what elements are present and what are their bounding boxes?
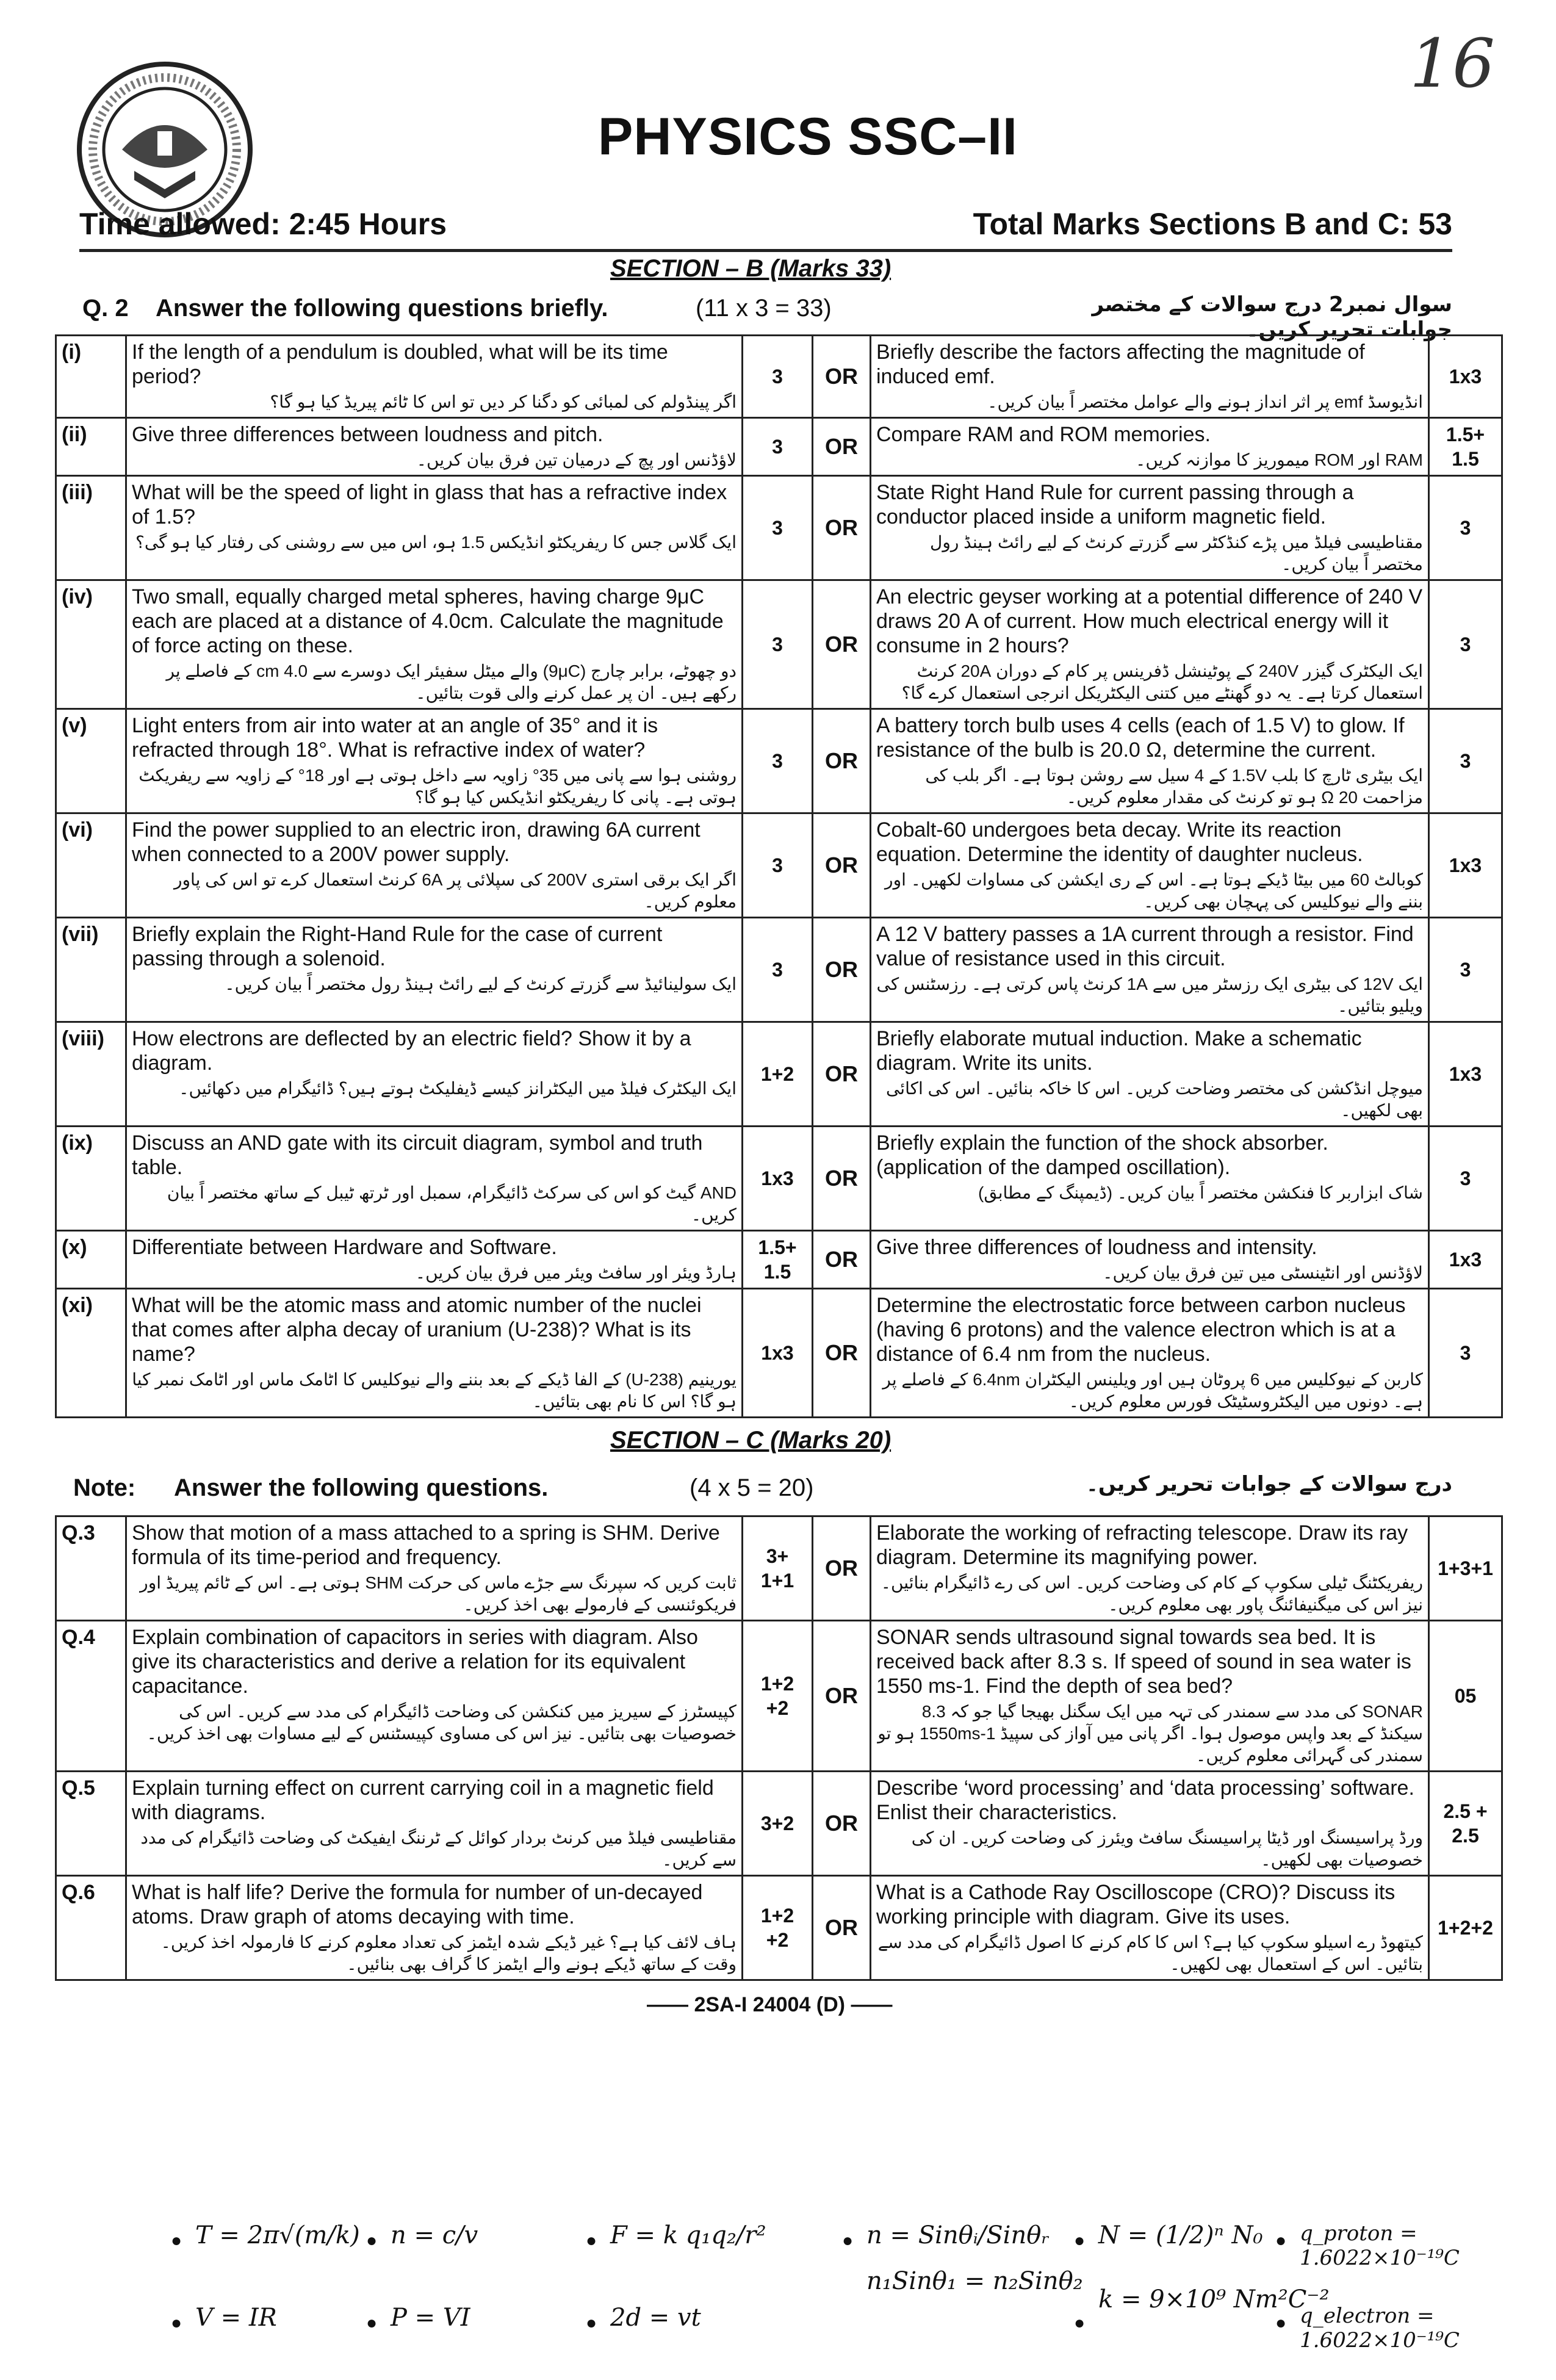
question-marks bbox=[743, 1876, 813, 1980]
alt-question-marks bbox=[1429, 709, 1502, 813]
section-b-table bbox=[55, 334, 1503, 1418]
marks-text: 1+2 +2 bbox=[760, 1673, 794, 1719]
alt-question-marks bbox=[1429, 1022, 1502, 1127]
question-number-text: Q.6 bbox=[62, 1881, 95, 1904]
alt-marks-text: 3 bbox=[1460, 1167, 1471, 1189]
question-text: Light enters from air into water at an angle of 35° and it is refracted through 18°. What is refractive index of water? bbox=[132, 714, 658, 762]
question-marks bbox=[743, 1289, 813, 1418]
question-text: What will be the speed of light in glass that has a refractive index of 1.5? bbox=[132, 481, 727, 528]
marks-text: 1+2 +2 bbox=[760, 1905, 794, 1951]
alt-marks-text: 3 bbox=[1460, 959, 1471, 981]
header-info-line bbox=[79, 206, 1452, 252]
section-c-instruction: Answer the following questions. bbox=[174, 1474, 549, 1501]
q2-urdu-instruction: سوال نمبر2 درج سوالات کے مختصر جوابات تحریر کریں۔ bbox=[1092, 292, 1452, 342]
question-number-text: (v) bbox=[62, 714, 87, 737]
formula: n = Sinθᵢ/Sinθᵣ bbox=[866, 2221, 1050, 2249]
question-urdu-text: کپیسٹرز کے سیریز میں کنکشن کی وضاحت ڈائیگرام کی مدد سے کریں۔ اس کی خصوصیات بھی بتائیں۔ نیز اس کی مساوی کپیسٹنس کے لیے مساوات بھی اخذ کریں۔ bbox=[146, 1702, 737, 1743]
question-text: What is half life? Derive the formula for number of un-decayed atoms. Draw graph of atoms decaying with time. bbox=[132, 1881, 703, 1928]
alt-question-text: Cobalt-60 undergoes beta decay. Write its reaction equation. Determine the identity of daughter nucleus. bbox=[876, 818, 1363, 866]
alt-question-urdu-text: شاک ابزاربر کا فنکشن مختصر اً بیان کریں۔ (ڈیمپنگ کے مطابق) bbox=[978, 1183, 1423, 1202]
marks-text: 3 bbox=[772, 436, 783, 458]
question-number-text: (vii) bbox=[62, 923, 99, 946]
question-right bbox=[871, 418, 1429, 476]
formula: k = 9×10⁹ Nm²C⁻² bbox=[1098, 2285, 1330, 2313]
question-left bbox=[126, 1289, 743, 1418]
marks-text: 1+2 bbox=[760, 1063, 794, 1085]
question-right bbox=[871, 1289, 1429, 1418]
alt-question-text: What is a Cathode Ray Oscilloscope (CRO)? Discuss its working principle with diagram. Give its uses. bbox=[876, 1881, 1396, 1928]
section-c-row bbox=[56, 1772, 1502, 1876]
alt-question-urdu-text: ورڈ پراسیسنگ اور ڈیٹا پراسیسنگ سافٹ ویئرز کی وضاحت کریں۔ ان کی خصوصیات بھی لکھیں۔ bbox=[911, 1828, 1423, 1869]
marks-text: 3 bbox=[772, 959, 783, 981]
bullet-icon: ● bbox=[842, 2230, 854, 2251]
question-left bbox=[126, 709, 743, 813]
question-urdu-text: لاؤڈنس اور پچ کے درمیان تین فرق بیان کریں۔ bbox=[416, 450, 737, 469]
question-right bbox=[871, 1022, 1429, 1127]
q2-label: Q. 2 bbox=[82, 295, 129, 322]
alt-marks-text: 1x3 bbox=[1449, 366, 1482, 388]
question-marks bbox=[743, 476, 813, 580]
question-text: Discuss an AND gate with its circuit diagram, symbol and truth table. bbox=[132, 1131, 703, 1179]
question-marks bbox=[743, 918, 813, 1022]
question-right bbox=[871, 1876, 1429, 1980]
alt-question-urdu-text: ریفریکٹنگ ٹیلی سکوپ کے کام کی وضاحت کریں۔ اس کی رے ڈائیگرام بنائیں۔ نیز اس کی میگنیفائنگ پاور بھی معلوم کریں۔ bbox=[881, 1573, 1423, 1614]
alt-marks-text: 3 bbox=[1460, 633, 1471, 655]
question-urdu-text: ہارڈ ویئر اور سافٹ ویئر میں فرق بیان کریں۔ bbox=[415, 1263, 737, 1282]
question-left bbox=[126, 1621, 743, 1772]
alt-marks-text: 1+3+1 bbox=[1438, 1557, 1493, 1579]
section-b-row bbox=[56, 418, 1502, 476]
alt-question-text: State Right Hand Rule for current passing through a conductor placed inside a uniform magnetic field. bbox=[876, 481, 1354, 528]
formula: q_proton = 1.6022×10⁻¹⁹C bbox=[1300, 2221, 1460, 2270]
section-b-row bbox=[56, 1289, 1502, 1418]
alt-question-text: A battery torch bulb uses 4 cells (each of 1.5 V) to glow. If resistance of the bulb is 20.0 Ω, determine the current. bbox=[876, 714, 1405, 762]
question-text: What will be the atomic mass and atomic number of the nuclei that comes after alpha decay of uranium (U-238)? What is its name? bbox=[132, 1294, 702, 1366]
question-right bbox=[871, 1231, 1429, 1289]
question-marks bbox=[743, 709, 813, 813]
question-marks bbox=[743, 1127, 813, 1231]
question-number bbox=[56, 336, 126, 418]
or-text: OR bbox=[825, 1556, 858, 1581]
or-text: OR bbox=[825, 364, 858, 389]
question-urdu-text: ثابت کریں کہ سپرنگ سے جڑے ماس کی حرکت SHM ہوتی ہے۔ اس کے ٹائم پیریڈ اور فریکوئنسی کے فارمولے بھی اخذ کریں۔ bbox=[140, 1573, 737, 1614]
question-number-text: (xi) bbox=[62, 1294, 93, 1317]
alt-question-text: Determine the electrostatic force between carbon nucleus (having 6 protons) and the valence electron which is at a distance of 6.4 nm from the nucleus. bbox=[876, 1294, 1406, 1366]
bullet-icon: ● bbox=[366, 2230, 378, 2251]
page-number-mark: 16 bbox=[1410, 24, 1495, 103]
section-c-row bbox=[56, 1621, 1502, 1772]
question-urdu-text: مقناطیسی فیلڈ میں کرنٹ بردار کوائل کے ٹرننگ ایفیکٹ کی وضاحت ڈائیگرام کی مدد سے کریں۔ bbox=[140, 1828, 737, 1869]
alt-question-urdu-text: میوچل انڈکشن کی مختصر وضاحت کریں۔ اس کا خاکہ بنائیں۔ اس کی اکائی بھی لکھیں۔ bbox=[885, 1079, 1423, 1120]
marks-text: 3+2 bbox=[760, 1812, 794, 1834]
question-left bbox=[126, 1772, 743, 1876]
section-b-row bbox=[56, 1127, 1502, 1231]
question-number-text: Q.4 bbox=[62, 1626, 95, 1649]
question-urdu-text: روشنی ہوا سے پانی میں 35° زاویہ سے داخل ہوتی ہے اور 18° کے زاویہ سے ریفریکٹ ہوتی ہے۔ پانی کا ریفریکٹو انڈیکس کیا ہو گا؟ bbox=[139, 766, 737, 807]
alt-question-urdu-text: ایک الیکٹرک گیزر 240V کے پوٹینشل ڈفرینس پر کام کے دوران 20A کرنٹ استعمال کرتا ہے۔ یہ دو گھنٹے میں کتنی الیکٹریکل انرجی استعمال کرے گا؟ bbox=[901, 662, 1423, 702]
section-b-row bbox=[56, 709, 1502, 813]
or-text: OR bbox=[825, 632, 858, 657]
alt-marks-text: 3 bbox=[1460, 517, 1471, 539]
marks-text: 3 bbox=[772, 854, 783, 876]
or-label bbox=[813, 1772, 871, 1876]
formula: 2d = vt bbox=[610, 2304, 701, 2332]
bullet-icon: ● bbox=[1275, 2313, 1287, 2333]
question-marks bbox=[743, 418, 813, 476]
alt-question-urdu-text: لاؤڈنس اور انٹینسٹی میں تین فرق بیان کریں۔ bbox=[1103, 1263, 1423, 1282]
question-text: Give three differences between loudness and pitch. bbox=[132, 423, 603, 446]
question-marks bbox=[743, 1772, 813, 1876]
question-marks bbox=[743, 1621, 813, 1772]
bullet-icon: ● bbox=[586, 2313, 597, 2333]
alt-question-text: Briefly explain the function of the shock absorber. (application of the damped oscillation). bbox=[876, 1131, 1328, 1179]
alt-question-marks bbox=[1429, 1876, 1502, 1980]
question-left bbox=[126, 580, 743, 709]
alt-question-text: Give three differences of loudness and intensity. bbox=[876, 1236, 1317, 1259]
bullet-icon: ● bbox=[586, 2230, 597, 2251]
question-number bbox=[56, 709, 126, 813]
question-urdu-text: AND گیٹ کو اس کی سرکٹ ڈائیگرام، سمبل اور ٹرتھ ٹیبل کے ساتھ مختصر اً بیان کریں۔ bbox=[167, 1183, 737, 1224]
question-number-text: Q.5 bbox=[62, 1776, 95, 1800]
question-number-text: (vi) bbox=[62, 818, 93, 842]
marks-text: 1x3 bbox=[761, 1342, 794, 1364]
alt-question-urdu-text: کوبالٹ 60 میں بیٹا ڈیکے ہوتا ہے۔ اس کے ری ایکشن کی مساوات لکھیں۔ اور بننے والے نیوکلیس کی پہچان بھی کریں۔ bbox=[885, 870, 1423, 911]
section-c-heading: SECTION – C (Marks 20) bbox=[610, 1427, 891, 1454]
alt-marks-text: 3 bbox=[1460, 1342, 1471, 1364]
formula: P = VI bbox=[391, 2304, 470, 2332]
marks-text: 1x3 bbox=[761, 1167, 794, 1189]
question-number bbox=[56, 813, 126, 918]
question-number bbox=[56, 476, 126, 580]
question-number-text: (i) bbox=[62, 341, 82, 364]
question-number-text: Q.3 bbox=[62, 1521, 95, 1545]
alt-question-text: Briefly describe the factors affecting the magnitude of induced emf. bbox=[876, 341, 1365, 388]
section-c-urdu-instruction: درج سوالات کے جوابات تحریر کریں۔ bbox=[1086, 1472, 1452, 1496]
section-b-row bbox=[56, 336, 1502, 418]
question-urdu-text: اگر ایک برقی استری 200V کی سپلائی پر 6A کرنٹ استعمال کرے تو اس کی پاور معلوم کریں۔ bbox=[174, 870, 737, 911]
alt-question-text: Briefly elaborate mutual induction. Make a schematic diagram. Write its units. bbox=[876, 1027, 1362, 1075]
or-label bbox=[813, 418, 871, 476]
question-urdu-text: ایک الیکٹرک فیلڈ میں الیکٹرانز کیسے ڈیفلیکٹ ہوتے ہیں؟ ڈائیگرام میں دکھائیں۔ bbox=[179, 1079, 737, 1098]
question-right bbox=[871, 1621, 1429, 1772]
formula: V = IR bbox=[195, 2304, 277, 2332]
section-b-row bbox=[56, 1022, 1502, 1127]
or-text: OR bbox=[825, 1915, 858, 1940]
alt-question-marks bbox=[1429, 1516, 1502, 1621]
marks-text: 1.5+ 1.5 bbox=[758, 1236, 797, 1283]
alt-marks-text: 05 bbox=[1454, 1685, 1477, 1707]
formula: q_electron = 1.6022×10⁻¹⁹C bbox=[1300, 2304, 1460, 2353]
question-text: Two small, equally charged metal spheres, having charge 9μC each are placed at a distance of 4.0cm. Calculate the magnitude of force acting on these. bbox=[132, 585, 724, 657]
alt-question-marks bbox=[1429, 418, 1502, 476]
question-number bbox=[56, 1876, 126, 1980]
note-label: Note: bbox=[73, 1474, 136, 1501]
or-label bbox=[813, 1621, 871, 1772]
alt-question-text: A 12 V battery passes a 1A current through a resistor. Find value of resistance used in this circuit. bbox=[876, 923, 1414, 970]
question-marks bbox=[743, 813, 813, 918]
or-label bbox=[813, 813, 871, 918]
or-label bbox=[813, 1289, 871, 1418]
question-left bbox=[126, 476, 743, 580]
or-label bbox=[813, 580, 871, 709]
alt-question-text: An electric geyser working at a potential difference of 240 V draws 20 A of current. How much electrical energy will it consume in 2 hours? bbox=[876, 585, 1423, 657]
alt-question-marks bbox=[1429, 1231, 1502, 1289]
question-left bbox=[126, 1022, 743, 1127]
section-b-row bbox=[56, 918, 1502, 1022]
q2-scheme: (11 x 3 = 33) bbox=[696, 295, 832, 322]
or-text: OR bbox=[825, 515, 858, 540]
question-number bbox=[56, 1516, 126, 1621]
question-number-text: (ii) bbox=[62, 423, 87, 446]
alt-question-marks bbox=[1429, 336, 1502, 418]
bullet-icon: ● bbox=[1074, 2313, 1086, 2333]
alt-question-text: SONAR sends ultrasound signal towards sea bed. It is received back after 8.3 s. If speed of sound in sea water is 1550 ms-1. Find the depth of sea bed? bbox=[876, 1626, 1411, 1698]
alt-marks-text: 3 bbox=[1460, 750, 1471, 772]
question-left bbox=[126, 813, 743, 918]
section-c-row bbox=[56, 1876, 1502, 1980]
question-text: How electrons are deflected by an electric field? Show it by a diagram. bbox=[132, 1027, 691, 1075]
alt-marks-text: 1+2+2 bbox=[1438, 1917, 1493, 1939]
or-label bbox=[813, 918, 871, 1022]
alt-question-text: Describe ‘word processing’ and ‘data processing’ software. Enlist their characteristics. bbox=[876, 1776, 1414, 1824]
question-left bbox=[126, 1231, 743, 1289]
or-text: OR bbox=[825, 1811, 858, 1836]
formula: F = k q₁q₂/r² bbox=[610, 2221, 766, 2249]
total-marks: Total Marks Sections B and C: 53 bbox=[973, 207, 1452, 241]
question-left bbox=[126, 1876, 743, 1980]
question-right bbox=[871, 1772, 1429, 1876]
question-right bbox=[871, 918, 1429, 1022]
or-label bbox=[813, 1876, 871, 1980]
q2-instruction: Answer the following questions briefly. bbox=[156, 295, 608, 322]
question-urdu-text: ہاف لائف کیا ہے؟ غیر ڈیکے شدہ ایٹمز کی تعداد معلوم کرنے کا فارمولہ اخذ کریں۔ وقت کے ساتھ ڈیکے ہونے والے ایٹمز کا گراف بھی بنائیں۔ bbox=[160, 1933, 737, 1974]
or-text: OR bbox=[825, 1166, 858, 1191]
marks-text: 3 bbox=[772, 750, 783, 772]
question-text: Explain combination of capacitors in series with diagram. Also give its characteristics and derive a relation for its equivalent capacitance. bbox=[132, 1626, 698, 1698]
alt-question-urdu-text: ایک بیٹری ٹارچ کا بلب 1.5V کے 4 سیل سے روشن ہوتا ہے۔ اگر بلب کی مزاحمت 20 Ω ہو تو کرنٹ کی مقدار معلوم کریں۔ bbox=[925, 766, 1423, 807]
alt-question-marks bbox=[1429, 1621, 1502, 1772]
alt-question-urdu-text: کیتھوڈ رے اسیلو سکوپ کیا ہے؟ اس کا کام کرنے کا اصول ڈائیگرام کی مدد سے بتائیں۔ اس کے استعمال بھی لکھیں۔ bbox=[877, 1933, 1423, 1974]
formula: n₁Sinθ₁ = n₂Sinθ₂ bbox=[866, 2267, 1083, 2295]
alt-marks-text: 1x3 bbox=[1449, 854, 1482, 876]
or-label bbox=[813, 709, 871, 813]
question-number bbox=[56, 1772, 126, 1876]
alt-question-marks bbox=[1429, 918, 1502, 1022]
alt-question-urdu-text: انڈیوسڈ emf پر اثر انداز ہونے والے عوامل مختصر اً بیان کریں۔ bbox=[987, 392, 1423, 411]
question-right bbox=[871, 336, 1429, 418]
alt-question-marks bbox=[1429, 1772, 1502, 1876]
question-number bbox=[56, 418, 126, 476]
question-left bbox=[126, 336, 743, 418]
section-c-row bbox=[56, 1516, 1502, 1621]
alt-question-urdu-text: RAM اور ROM میموریز کا موازنہ کریں۔ bbox=[1135, 450, 1423, 469]
alt-marks-text: 1x3 bbox=[1449, 1063, 1482, 1085]
or-label bbox=[813, 1231, 871, 1289]
or-text: OR bbox=[825, 434, 858, 459]
or-text: OR bbox=[825, 1340, 858, 1365]
question-marks bbox=[743, 580, 813, 709]
bullet-icon: ● bbox=[1074, 2230, 1086, 2251]
page-title: PHYSICS SSC–II bbox=[598, 107, 1018, 166]
question-right bbox=[871, 813, 1429, 918]
question-urdu-text: یورینیم (U-238) کے الفا ڈیکے کے بعد بننے والے نیوکلیس کا اٹامک ماس اور اٹامک نمبر کیا ہو گا؟ اس کا نام بھی بتائیں۔ bbox=[132, 1370, 737, 1411]
bullet-icon: ● bbox=[366, 2313, 378, 2333]
or-label bbox=[813, 1127, 871, 1231]
alt-question-marks bbox=[1429, 476, 1502, 580]
alt-question-urdu-text: مقناطیسی فیلڈ میں پڑے کنڈکٹر سے گزرتے کرنٹ کے لیے رائٹ ہینڈ رول مختصر اً بیان کریں۔ bbox=[930, 533, 1423, 574]
formula: N = (1/2)ⁿ N₀ bbox=[1098, 2221, 1263, 2249]
section-c-table bbox=[55, 1515, 1503, 1981]
question-left bbox=[126, 1516, 743, 1621]
or-label bbox=[813, 336, 871, 418]
question-text: Briefly explain the Right-Hand Rule for the case of current passing through a solenoid. bbox=[132, 923, 663, 970]
question-number-text: (iv) bbox=[62, 585, 93, 608]
question-number bbox=[56, 1127, 126, 1231]
or-label bbox=[813, 476, 871, 580]
section-b-row bbox=[56, 580, 1502, 709]
question-number bbox=[56, 1022, 126, 1127]
question-urdu-text: ایک سولینائیڈ سے گزرتے کرنٹ کے لیے رائٹ ہینڈ رول مختصر اً بیان کریں۔ bbox=[225, 975, 737, 993]
question-number bbox=[56, 1289, 126, 1418]
section-b-row bbox=[56, 813, 1502, 918]
question-left bbox=[126, 918, 743, 1022]
question-left bbox=[126, 1127, 743, 1231]
question-urdu-text: ایک گلاس جس کا ریفریکٹو انڈیکس 1.5 ہو، اس میں سے روشنی کی رفتار کیا ہو گی؟ bbox=[135, 533, 737, 552]
or-text: OR bbox=[825, 957, 858, 982]
alt-marks-text: 1x3 bbox=[1449, 1249, 1482, 1271]
or-text: OR bbox=[825, 853, 858, 878]
question-text: Explain turning effect on current carrying coil in a magnetic field with diagrams. bbox=[132, 1776, 714, 1824]
question-number-text: (x) bbox=[62, 1236, 87, 1259]
or-label bbox=[813, 1516, 871, 1621]
question-number-text: (iii) bbox=[62, 481, 93, 504]
section-c-scheme: (4 x 5 = 20) bbox=[690, 1474, 814, 1501]
paper-code: —— 2SA-I 24004 (D) —— bbox=[647, 1993, 893, 2016]
question-number bbox=[56, 1621, 126, 1772]
formula: T = 2π√(m/k) bbox=[195, 2221, 360, 2249]
question-number-text: (viii) bbox=[62, 1027, 104, 1050]
alt-question-urdu-text: ایک 12V کی بیٹری ایک رزسٹر میں سے 1A کرنٹ پاس کرتی ہے۔ رزسٹنس کی ویلیو بتائیں۔ bbox=[876, 975, 1423, 1015]
question-right bbox=[871, 580, 1429, 709]
or-text: OR bbox=[825, 748, 858, 773]
question-text: If the length of a pendulum is doubled, what will be its time period? bbox=[132, 341, 668, 388]
alt-marks-text: 1.5+ 1.5 bbox=[1446, 424, 1485, 470]
marks-text: 3 bbox=[772, 517, 783, 539]
alt-question-marks bbox=[1429, 1127, 1502, 1231]
alt-question-text: Compare RAM and ROM memories. bbox=[876, 423, 1211, 446]
question-right bbox=[871, 709, 1429, 813]
question-text: Show that motion of a mass attached to a spring is SHM. Derive formula of its time-period and frequency. bbox=[132, 1521, 720, 1569]
question-left bbox=[126, 418, 743, 476]
alt-question-marks bbox=[1429, 813, 1502, 918]
question-urdu-text: اگر پینڈولم کی لمبائی کو دگنا کر دیں تو اس کا ٹائم پیریڈ کیا ہو گا؟ bbox=[270, 392, 737, 411]
alt-question-marks bbox=[1429, 580, 1502, 709]
bullet-icon: ● bbox=[171, 2313, 182, 2333]
or-text: OR bbox=[825, 1247, 858, 1272]
alt-question-marks bbox=[1429, 1289, 1502, 1418]
question-right bbox=[871, 476, 1429, 580]
alt-question-urdu-text: کاربن کے نیوکلیس میں 6 پروٹان ہیں اور ویلینس الیکٹران 6.4nm کے فاصلے پر ہے۔ دونوں میں الیکٹروسٹیٹک فورس معلوم کریں۔ bbox=[882, 1370, 1423, 1411]
or-label bbox=[813, 1022, 871, 1127]
bullet-icon: ● bbox=[1275, 2230, 1287, 2251]
question-number-text: (ix) bbox=[62, 1131, 93, 1155]
question-marks bbox=[743, 1231, 813, 1289]
marks-text: 3 bbox=[772, 366, 783, 388]
or-text: OR bbox=[825, 1683, 858, 1708]
marks-text: 3 bbox=[772, 633, 783, 655]
alt-question-urdu-text: SONAR کی مدد سے سمندر کی تہہ میں ایک سگنل بھیجا گیا جو کہ 8.3 سیکنڈ کے بعد واپس موصول ہوا۔ اگر پانی میں آواز کی سپیڈ 1550ms-1 ہو تو سمندر کی گہرائی معلوم کریں۔ bbox=[877, 1702, 1423, 1765]
question-marks bbox=[743, 1516, 813, 1621]
question-urdu-text: دو چھوٹے، برابر چارج (9μC) والے میٹل سفیئر ایک دوسرے سے 4.0 cm کے فاصلے پر رکھے ہیں۔ ان پر عمل کرنے والی قوت بتائیں۔ bbox=[166, 662, 737, 702]
marks-text: 3+ 1+1 bbox=[760, 1545, 794, 1592]
section-b-row bbox=[56, 476, 1502, 580]
or-text: OR bbox=[825, 1061, 858, 1086]
question-marks bbox=[743, 1022, 813, 1127]
formula: n = c/v bbox=[391, 2221, 478, 2249]
question-number bbox=[56, 918, 126, 1022]
bullet-icon: ● bbox=[171, 2230, 182, 2251]
question-text: Find the power supplied to an electric iron, drawing 6A current when connected to a 200V power supply. bbox=[132, 818, 701, 866]
time-allowed: Time allowed: 2:45 Hours bbox=[79, 207, 447, 241]
question-number bbox=[56, 1231, 126, 1289]
question-right bbox=[871, 1127, 1429, 1231]
question-text: Differentiate between Hardware and Software. bbox=[132, 1236, 557, 1259]
alt-marks-text: 2.5 + 2.5 bbox=[1443, 1800, 1488, 1847]
section-b-heading: SECTION – B (Marks 33) bbox=[610, 255, 891, 282]
question-number bbox=[56, 580, 126, 709]
alt-question-text: Elaborate the working of refracting telescope. Draw its ray diagram. Determine its magnifying power. bbox=[876, 1521, 1408, 1569]
question-right bbox=[871, 1516, 1429, 1621]
section-b-row bbox=[56, 1231, 1502, 1289]
question-marks bbox=[743, 336, 813, 418]
